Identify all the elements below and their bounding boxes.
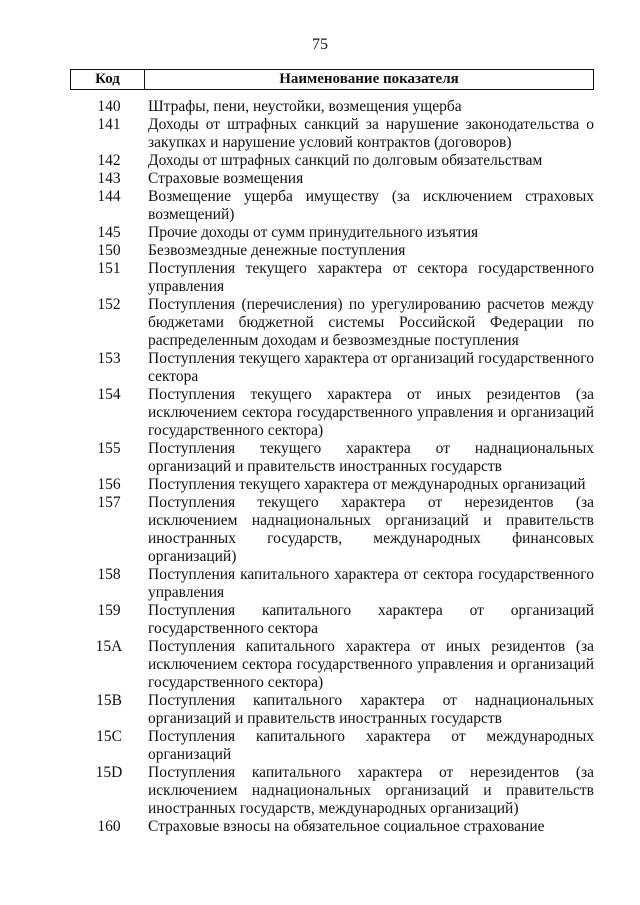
table-row xyxy=(70,602,594,638)
table-row xyxy=(70,566,594,602)
row-code: 142 xyxy=(97,152,121,169)
table-row xyxy=(70,494,594,566)
row-name: Поступления (перечисления) по урегулированию расчетов между бюджетами бюджетной системы Российской Федерации по распределенным доходам и безвозмездные поступления xyxy=(148,296,594,349)
header-name: Наименование показателя xyxy=(279,71,459,87)
table-row xyxy=(70,296,594,350)
row-name: Поступления текущего характера от наднациональных организаций и правительств иностранных государств xyxy=(148,440,594,475)
row-code: 15D xyxy=(95,764,123,781)
row-code: 153 xyxy=(97,350,121,367)
table-row xyxy=(70,188,594,224)
row-name: Поступления текущего характера от иных резидентов (за исключением сектора государственного управления и организаций государственного сектора) xyxy=(148,386,594,439)
table-row xyxy=(70,224,594,242)
row-name: Доходы от штрафных санкций по долговым обязательствам xyxy=(148,152,543,169)
row-name: Страховые возмещения xyxy=(148,170,304,187)
row-name: Поступления капитального характера от международных организаций xyxy=(148,728,594,763)
table-row xyxy=(70,440,594,476)
table-row xyxy=(70,818,594,836)
row-name: Штрафы, пени, неустойки, возмещения ущерба xyxy=(148,98,462,115)
row-name: Страховые взносы на обязательное социальное страхование xyxy=(148,818,545,835)
row-name: Поступления текущего характера от организаций государственного сектора xyxy=(148,350,594,385)
table-header xyxy=(70,69,594,90)
row-name: Прочие доходы от сумм принудительного изъятия xyxy=(148,224,479,241)
row-code: 141 xyxy=(97,116,121,133)
indicator-list xyxy=(70,98,594,836)
row-name: Поступления капитального характера от нерезидентов (за исключением наднациональных организаций и правительств иностранных государств, международных организаций) xyxy=(148,764,594,817)
table-row xyxy=(70,764,594,818)
row-code: 160 xyxy=(97,818,121,835)
row-name: Поступления текущего характера от нерезидентов (за исключением наднациональных организаций и правительств иностранных государств, международных финансовых организаций) xyxy=(148,494,594,565)
row-code: 15C xyxy=(96,728,122,745)
table-row xyxy=(70,476,594,494)
table-row xyxy=(70,242,594,260)
table-row xyxy=(70,728,594,764)
row-code: 159 xyxy=(97,602,121,619)
row-code: 158 xyxy=(97,566,121,583)
row-code: 15A xyxy=(95,638,123,655)
row-code: 150 xyxy=(97,242,121,259)
row-name: Поступления текущего характера от сектора государственного управления xyxy=(148,260,594,295)
table-row xyxy=(70,350,594,386)
row-code: 140 xyxy=(97,98,121,115)
table-row xyxy=(70,386,594,440)
table-row xyxy=(70,638,594,692)
row-name: Поступления капитального характера от наднациональных организаций и правительств иностранных государств xyxy=(148,692,594,727)
page-number: 75 xyxy=(312,36,328,53)
row-code: 151 xyxy=(97,260,121,277)
row-name: Поступления капитального характера от иных резидентов (за исключением сектора государственного управления и организаций государственного сектора) xyxy=(148,638,594,691)
row-code: 143 xyxy=(97,170,121,187)
table-row xyxy=(70,260,594,296)
row-code: 156 xyxy=(97,476,121,493)
row-code: 157 xyxy=(97,494,121,511)
row-code: 144 xyxy=(97,188,121,205)
row-code: 15B xyxy=(96,692,122,709)
row-name: Поступления капитального характера от организаций государственного сектора xyxy=(148,602,594,637)
row-name: Поступления текущего характера от международных организаций xyxy=(148,476,586,493)
table-row xyxy=(70,170,594,188)
row-code: 154 xyxy=(97,386,121,403)
row-name: Безвозмездные денежные поступления xyxy=(148,242,406,259)
table-row xyxy=(70,98,594,116)
row-code: 145 xyxy=(97,224,121,241)
row-name: Поступления капитального характера от сектора государственного управления xyxy=(148,566,594,601)
row-code: 152 xyxy=(97,296,121,313)
table-row xyxy=(70,692,594,728)
table-row xyxy=(70,152,594,170)
header-code: Код xyxy=(71,70,145,89)
row-name: Возмещение ущерба имуществу (за исключением страховых возмещений) xyxy=(148,188,594,223)
row-name: Доходы от штрафных санкций за нарушение законодательства о закупках и нарушение условий контрактов (договоров) xyxy=(148,116,594,151)
row-code: 155 xyxy=(97,440,121,457)
table-row xyxy=(70,116,594,152)
